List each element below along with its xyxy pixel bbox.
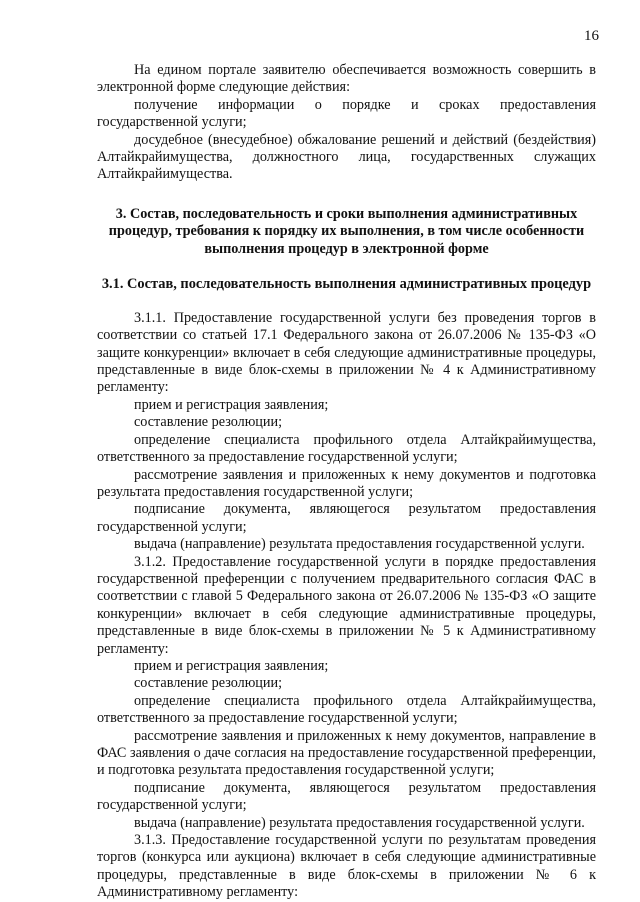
- paragraph-3-1-2: 3.1.2. Предоставление государственной услуги в порядке предоставления государственной преференции с получением предварительного согласия ФАС в соответствии с главой 5 Федерального закона от 26.07.2006 № 135-ФЗ «О защите конкуренции» включает в себя следующие административные процедуры, представленные в виде блок-схемы в приложении № 5 к Административному регламенту:: [97, 553, 596, 657]
- document-body: [97, 62, 596, 902]
- paragraph-portal-actions: На едином портале заявителю обеспечивается возможность совершить в электронной форме следующие действия:: [97, 62, 596, 96]
- paragraph-info-receipt: получение информации о порядке и сроках предоставления государственной услуги;: [97, 96, 596, 131]
- list-item: подписание документа, являющегося результатом предоставления государственной услуги;: [97, 501, 596, 535]
- paragraph-appeal: досудебное (внесудебное) обжалование решений и действий (бездействия) Алтайкрайимущества, должностного лица, государственных служащих Алтайкрайимущества.: [97, 131, 596, 183]
- page-number: 16: [584, 28, 599, 44]
- list-item: выдача (направление) результата предоставления государственной услуги.: [134, 814, 585, 831]
- list-item: определение специалиста профильного отдела Алтайкрайимущества, ответственного за предоставление государственной услуги;: [97, 692, 596, 727]
- subsection-heading: 3.1. Состав, последовательность выполнения административных процедур: [101, 276, 592, 293]
- list-item: выдача (направление) результата предоставления государственной услуги.: [134, 536, 585, 553]
- paragraph-3-1-1: 3.1.1. Предоставление государственной услуги без проведения торгов в соответствии со статьей 17.1 Федерального закона от 26.07.2006 № 135-ФЗ «О защите конкуренции» включает в себя следующие административные процедуры, представленные в виде блок-схемы в приложении № 4 к Административному регламенту:: [97, 309, 596, 396]
- list-item: определение специалиста профильного отдела Алтайкрайимущества, ответственного за предоставление государственной услуги;: [97, 431, 596, 466]
- list-item: составление резолюции;: [134, 414, 283, 431]
- list-item: прием и регистрация заявления;: [134, 657, 329, 674]
- list-item: составление резолюции;: [134, 675, 283, 692]
- list-item: рассмотрение заявления и приложенных к нему документов, направление в ФАС заявления о даче согласия на предоставление государственной преференции, и подготовка результата предоставления государственной услуги;: [97, 727, 596, 779]
- section-heading: 3. Состав, последовательность и сроки выполнения административных процедур, требования к порядку их выполнения, в том числе особенности выполнения процедур в электронной форме: [108, 205, 585, 257]
- list-item: рассмотрение заявления и приложенных к нему документов и подготовка результата предоставления государственной услуги;: [97, 466, 596, 500]
- paragraph-3-1-3: 3.1.3. Предоставление государственной услуги по результатам проведения торгов (конкурса или аукциона) включает в себя следующие административные процедуры, представленные в виде блок-схемы в приложении № 6 к Административному регламенту:: [97, 832, 596, 901]
- list-item: подписание документа, являющегося результатом предоставления государственной услуги;: [97, 779, 596, 814]
- list-item: прием и регистрация заявления;: [134, 396, 329, 413]
